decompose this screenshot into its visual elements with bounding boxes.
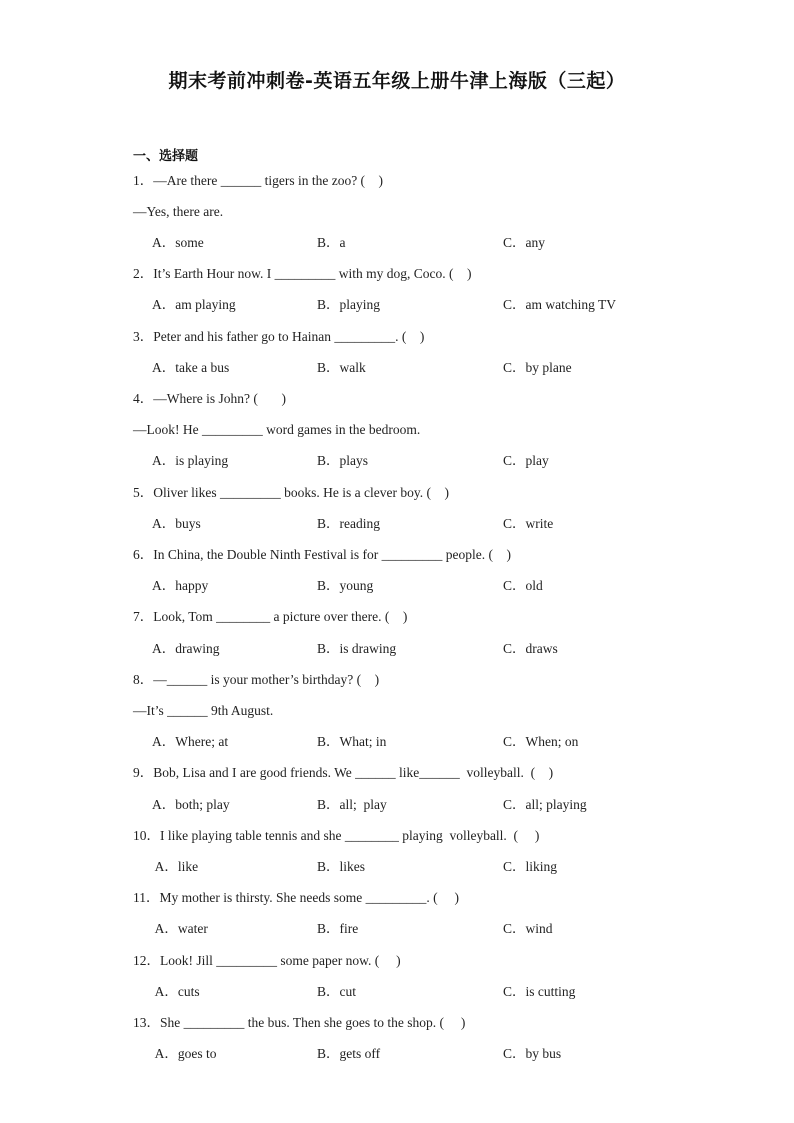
answer-option-a: A．buys <box>152 516 201 531</box>
answer-option-c: C．am watching TV <box>503 297 616 312</box>
answer-option-c: C．is cutting <box>503 984 576 999</box>
answer-option-c: C．When; on <box>503 734 579 749</box>
answer-option-c: C．old <box>503 578 543 593</box>
answer-option-c: C．any <box>503 235 545 250</box>
answer-option-a: A．Where; at <box>152 734 229 749</box>
answer-option-c: C．play <box>503 453 549 468</box>
question-stem: 6．In China, the Double Ninth Festival is for _________ people. ( ) <box>133 547 511 562</box>
answer-option-b: B．cut <box>317 984 356 999</box>
question-stem: 1．—Are there ______ tigers in the zoo? ( ) <box>133 173 384 188</box>
answer-option-b: B．gets off <box>317 1046 381 1061</box>
question-stem: 9．Bob, Lisa and I are good friends. We ______ like______ volleyball. ( ) <box>133 765 554 780</box>
answer-option-c: C．all; playing <box>503 797 587 812</box>
question-stem: 3．Peter and his father go to Hainan _________. ( ) <box>133 329 425 344</box>
answer-option-b: B．all; play <box>317 797 387 812</box>
answer-option-c: C．by plane <box>503 360 572 375</box>
answer-option-c: C．by bus <box>503 1046 562 1061</box>
answer-option-b: B．What; in <box>317 734 387 749</box>
answer-option-c: C．write <box>503 516 554 531</box>
question-stem: 13．She _________ the bus. Then she goes to the shop. ( ) <box>133 1015 466 1030</box>
answer-option-a: A．am playing <box>152 297 236 312</box>
answer-option-b: B．walk <box>317 360 366 375</box>
question-dialogue-line: —Look! He _________ word games in the bedroom. <box>133 422 421 437</box>
question-stem: 4．—Where is John? ( ) <box>133 391 286 406</box>
question-stem: 10．I like playing table tennis and she ________ playing volleyball. ( ) <box>133 828 540 843</box>
question-dialogue-line: —It’s ______ 9th August. <box>133 703 274 718</box>
answer-option-c: C．draws <box>503 641 558 656</box>
question-stem: 2．It’s Earth Hour now. I _________ with my dog, Coco. ( ) <box>133 266 472 281</box>
answer-option-b: B．playing <box>317 297 380 312</box>
question-stem: 11．My mother is thirsty. She needs some _________. ( ) <box>133 890 459 905</box>
answer-option-b: B．fire <box>317 921 359 936</box>
answer-option-a: A．both; play <box>152 797 230 812</box>
question-stem: 8．—______ is your mother’s birthday? ( ) <box>133 672 380 687</box>
answer-option-a: A．drawing <box>152 641 220 656</box>
answer-option-b: B．plays <box>317 453 369 468</box>
question-stem: 5．Oliver likes _________ books. He is a clever boy. ( ) <box>133 485 449 500</box>
answer-option-b: B．a <box>317 235 346 250</box>
section-heading: 一、选择题 <box>133 149 199 164</box>
answer-option-c: C．liking <box>503 859 558 874</box>
answer-option-a: A．water <box>152 921 208 936</box>
answer-option-b: B．reading <box>317 516 380 531</box>
answer-option-b: B．is drawing <box>317 641 397 656</box>
question-stem: 12．Look! Jill _________ some paper now. ( ) <box>133 953 401 968</box>
answer-option-a: A．some <box>152 235 204 250</box>
answer-option-b: B．young <box>317 578 374 593</box>
answer-option-a: A．take a bus <box>152 360 230 375</box>
page-title: 期末考前冲刺卷-英语五年级上册牛津上海版（三起） <box>168 70 626 92</box>
answer-option-c: C．wind <box>503 921 553 936</box>
answer-option-a: A．is playing <box>152 453 229 468</box>
answer-option-a: A．cuts <box>152 984 200 999</box>
answer-option-a: A．like <box>152 859 199 874</box>
question-dialogue-line: —Yes, there are. <box>133 204 224 219</box>
question-stem: 7．Look, Tom ________ a picture over there. ( ) <box>133 609 408 624</box>
answer-option-b: B．likes <box>317 859 366 874</box>
answer-option-a: A．happy <box>152 578 209 593</box>
answer-option-a: A．goes to <box>152 1046 217 1061</box>
